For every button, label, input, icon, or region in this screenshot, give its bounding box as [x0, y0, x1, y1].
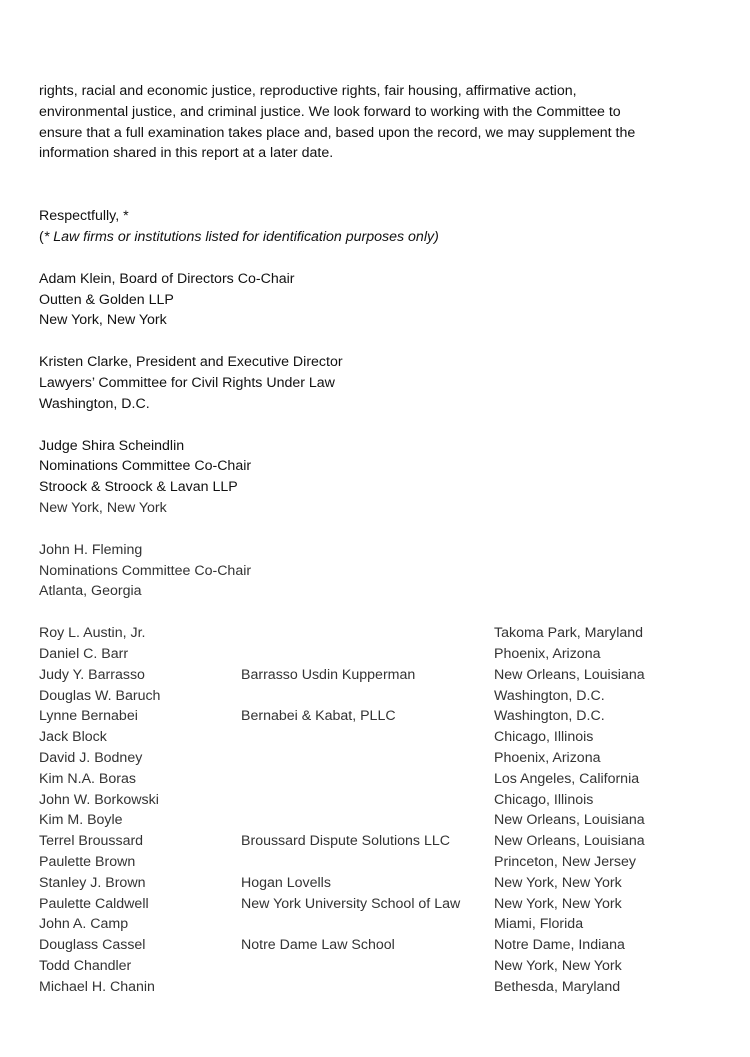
roster-firm: New York University School of Law — [241, 895, 461, 912]
roster-location: Notre Dame, Indiana — [494, 937, 625, 954]
roster-row — [39, 935, 729, 956]
roster-name: Paulette Caldwell — [39, 895, 149, 912]
roster-location: Miami, Florida — [494, 916, 584, 933]
roster-name: Paulette Brown — [39, 853, 136, 870]
intro-line: information shared in this report at a later date. — [39, 145, 334, 162]
signatory-block — [39, 352, 729, 414]
roster-name: Roy L. Austin, Jr. — [39, 625, 146, 642]
signatory-block — [39, 540, 729, 602]
roster-name: Kim N.A. Boras — [39, 770, 136, 787]
footnote — [39, 227, 729, 248]
roster-row — [39, 852, 729, 873]
roster-name: Judy Y. Barrasso — [39, 666, 145, 683]
intro-line: environmental justice, and criminal justice. We look forward to working with the Committee to — [39, 103, 621, 120]
signatory-name: John H. Fleming — [39, 541, 143, 558]
signatory-name: Judge Shira Scheindlin — [39, 437, 185, 454]
signatory-org: Outten & Golden LLP — [39, 291, 174, 308]
intro-line: rights, racial and economic justice, reproductive rights, fair housing, affirmative action, — [39, 83, 577, 99]
signatory-name: Adam Klein, Board of Directors Co-Chair — [39, 270, 295, 287]
roster-location: New Orleans, Louisiana — [494, 812, 645, 829]
roster-row — [39, 686, 729, 707]
closing: Respectfully, * — [39, 208, 129, 225]
footnote-paren: ( — [39, 228, 44, 245]
roster-location: Princeton, New Jersey — [494, 853, 636, 870]
roster-row — [39, 977, 729, 998]
roster-row — [39, 790, 729, 811]
signatory-title: Nominations Committee Co-Chair — [39, 458, 252, 475]
roster-location: New York, New York — [494, 895, 622, 912]
roster-row — [39, 810, 729, 831]
roster-row — [39, 894, 729, 915]
roster-name: John A. Camp — [39, 916, 129, 933]
roster-location: New York, New York — [494, 957, 622, 974]
roster-firm: Bernabei & Kabat, PLLC — [241, 708, 396, 725]
roster-name: Kim M. Boyle — [39, 812, 123, 829]
signatory-location: New York, New York — [39, 499, 167, 516]
signatory-title: Nominations Committee Co-Chair — [39, 562, 252, 579]
roster-row — [39, 644, 729, 665]
roster-location: Chicago, Illinois — [494, 791, 594, 808]
intro-line: ensure that a full examination takes place and, based upon the record, we may supplement the — [39, 124, 636, 141]
roster-name: Michael H. Chanin — [39, 978, 155, 995]
roster-name: David J. Bodney — [39, 749, 143, 766]
roster-firm: Barrasso Usdin Kupperman — [241, 666, 416, 683]
signatory-org: Lawyers’ Committee for Civil Rights Under Law — [39, 374, 335, 391]
letter-page — [39, 81, 729, 997]
letter-lower — [39, 498, 729, 998]
roster-name: Jack Block — [39, 729, 107, 746]
roster-row — [39, 831, 729, 852]
signatory-roster — [39, 623, 729, 997]
roster-row — [39, 873, 729, 894]
roster-row — [39, 706, 729, 727]
roster-location: Washington, D.C. — [494, 708, 605, 725]
roster-row — [39, 665, 729, 686]
roster-firm: Broussard Dispute Solutions LLC — [241, 833, 450, 850]
roster-row — [39, 748, 729, 769]
roster-location: Washington, D.C. — [494, 687, 605, 704]
signatory-location: Atlanta, Georgia — [39, 583, 142, 600]
roster-name: Todd Chandler — [39, 957, 132, 974]
roster-name: Douglass Cassel — [39, 937, 146, 954]
roster-name: Terrel Broussard — [39, 833, 144, 850]
roster-firm: Hogan Lovells — [241, 874, 331, 891]
signatory-block — [39, 436, 729, 498]
roster-location: Bethesda, Maryland — [494, 978, 621, 995]
roster-name: Douglas W. Baruch — [39, 687, 161, 704]
roster-location: New Orleans, Louisiana — [494, 666, 645, 683]
roster-row — [39, 956, 729, 977]
roster-firm: Notre Dame Law School — [241, 937, 395, 954]
roster-name: Daniel C. Barr — [39, 645, 129, 662]
roster-name: John W. Borkowski — [39, 791, 159, 808]
signatory-name: Kristen Clarke, President and Executive Director — [39, 354, 343, 371]
roster-row — [39, 623, 729, 644]
roster-location: New Orleans, Louisiana — [494, 833, 645, 850]
roster-location: Los Angeles, California — [494, 770, 640, 787]
roster-row — [39, 914, 729, 935]
roster-location: Phoenix, Arizona — [494, 749, 601, 766]
signatory-org: Stroock & Stroock & Lavan LLP — [39, 479, 238, 496]
signatory-location: Washington, D.C. — [39, 395, 150, 412]
footnote-text: * Law firms or institutions listed for identification purposes only) — [43, 228, 439, 245]
signatory-location: New York, New York — [39, 312, 167, 329]
roster-location: New York, New York — [494, 874, 622, 891]
letter-upper — [39, 81, 729, 498]
roster-row — [39, 769, 729, 790]
roster-location: Phoenix, Arizona — [494, 645, 601, 662]
roster-name: Stanley J. Brown — [39, 874, 146, 891]
roster-name: Lynne Bernabei — [39, 708, 138, 725]
signatory-block — [39, 269, 729, 331]
roster-row — [39, 727, 729, 748]
roster-location: Takoma Park, Maryland — [494, 625, 644, 642]
roster-location: Chicago, Illinois — [494, 729, 594, 746]
